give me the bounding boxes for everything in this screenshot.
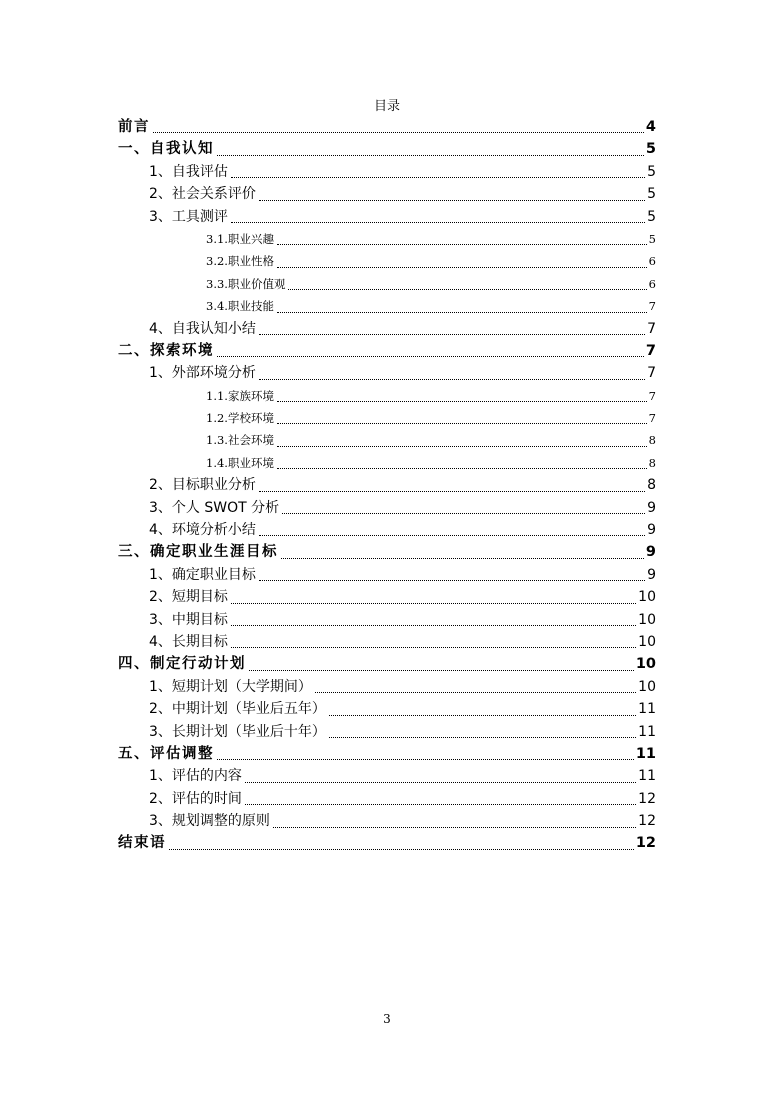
toc-entry-page: 12 xyxy=(635,835,656,852)
toc-entry[interactable] xyxy=(118,743,656,765)
dot-leader xyxy=(315,691,636,693)
dot-leader xyxy=(277,422,647,424)
toc-entry[interactable] xyxy=(118,407,656,429)
dot-leader xyxy=(288,288,646,290)
toc-entry-label: 1.1.家族环境 xyxy=(206,388,274,403)
dot-leader xyxy=(245,803,636,805)
toc-entry-page: 11 xyxy=(638,768,656,785)
dot-leader xyxy=(231,176,645,178)
dot-leader xyxy=(282,512,645,514)
dot-leader xyxy=(277,243,647,245)
toc-entry[interactable] xyxy=(118,765,656,787)
toc-entry-label: 五、评估调整 xyxy=(118,745,214,762)
toc-entry-page: 7 xyxy=(647,320,656,337)
toc-entry[interactable] xyxy=(118,810,656,832)
toc-entry-page: 10 xyxy=(638,611,656,628)
toc-entry-label: 3.4.职业技能 xyxy=(206,299,274,314)
toc-entry[interactable] xyxy=(118,721,656,743)
toc-entry[interactable] xyxy=(118,161,656,183)
toc-entry[interactable] xyxy=(118,586,656,608)
dot-leader xyxy=(277,311,647,313)
toc-entry[interactable] xyxy=(118,653,656,675)
toc-entry-label: 3、工具测评 xyxy=(149,208,228,225)
toc-entry[interactable] xyxy=(118,541,656,563)
toc-entry-page: 9 xyxy=(647,566,656,583)
toc-entry[interactable] xyxy=(118,385,656,407)
toc-entry[interactable] xyxy=(118,206,656,228)
toc-entry-page: 12 xyxy=(638,790,656,807)
toc-entry-page: 10 xyxy=(638,589,656,606)
toc-entry-page: 5 xyxy=(647,163,656,180)
dot-leader xyxy=(259,579,645,581)
toc-entry-page: 10 xyxy=(635,656,656,673)
toc-entry-label: 2、社会关系评价 xyxy=(149,186,256,203)
toc-entry-label: 1.3.社会环境 xyxy=(206,433,274,448)
table-of-contents xyxy=(118,116,656,855)
page-title: 目录 xyxy=(373,99,400,114)
toc-entry-page: 7 xyxy=(647,365,656,382)
toc-entry-page: 8 xyxy=(648,433,656,448)
toc-entry[interactable] xyxy=(118,631,656,653)
page-number: 3 xyxy=(383,1012,391,1026)
dot-leader xyxy=(273,826,636,828)
dot-leader xyxy=(281,557,644,559)
dot-leader xyxy=(249,669,634,671)
toc-entry-label: 3、个人 SWOT 分析 xyxy=(149,499,280,516)
toc-entry[interactable] xyxy=(118,519,656,541)
dot-leader xyxy=(217,758,634,760)
toc-entry[interactable] xyxy=(118,116,656,138)
toc-entry-label: 3.3.职业价值观 xyxy=(206,276,286,291)
toc-entry-page: 11 xyxy=(635,745,656,762)
toc-entry-page: 5 xyxy=(645,141,656,158)
toc-entry[interactable] xyxy=(118,318,656,340)
dot-leader xyxy=(217,154,644,156)
toc-entry[interactable] xyxy=(118,452,656,474)
toc-entry-page: 5 xyxy=(648,231,656,246)
dot-leader xyxy=(245,781,636,783)
dot-leader xyxy=(231,221,645,223)
toc-entry-page: 7 xyxy=(648,411,656,426)
toc-entry-label: 3、中期目标 xyxy=(149,611,228,628)
toc-entry[interactable] xyxy=(118,273,656,295)
toc-entry[interactable] xyxy=(118,429,656,451)
toc-entry[interactable] xyxy=(118,833,656,855)
dot-leader xyxy=(277,400,647,402)
dot-leader xyxy=(259,378,645,380)
toc-entry-label: 2、短期目标 xyxy=(149,589,228,606)
dot-leader xyxy=(231,624,636,626)
toc-entry[interactable] xyxy=(118,228,656,250)
toc-entry[interactable] xyxy=(118,474,656,496)
dot-leader xyxy=(259,199,645,201)
toc-entry-label: 三、确定职业生涯目标 xyxy=(118,544,278,561)
toc-entry[interactable] xyxy=(118,676,656,698)
dot-leader xyxy=(259,333,645,335)
dot-leader xyxy=(277,266,647,268)
toc-entry-page: 7 xyxy=(645,342,656,359)
toc-entry-label: 1、短期计划（大学期间） xyxy=(149,678,312,695)
toc-entry-page: 6 xyxy=(648,254,656,269)
dot-leader xyxy=(169,848,634,850)
toc-entry-label: 1、评估的内容 xyxy=(149,768,242,785)
toc-entry-label: 1.4.职业环境 xyxy=(206,455,274,470)
toc-entry-page: 9 xyxy=(645,544,656,561)
toc-entry-page: 7 xyxy=(648,299,656,314)
dot-leader xyxy=(259,534,645,536)
toc-entry-page: 8 xyxy=(648,455,656,470)
toc-entry-label: 1、外部环境分析 xyxy=(149,365,256,382)
toc-entry[interactable] xyxy=(118,138,656,160)
toc-entry[interactable] xyxy=(118,295,656,317)
toc-entry[interactable] xyxy=(118,183,656,205)
dot-leader xyxy=(277,445,647,447)
toc-entry[interactable] xyxy=(118,497,656,519)
toc-entry-page: 5 xyxy=(647,186,656,203)
toc-entry[interactable] xyxy=(118,340,656,362)
toc-entry-label: 2、目标职业分析 xyxy=(149,477,256,494)
toc-entry-page: 9 xyxy=(647,499,656,516)
toc-entry-label: 一、自我认知 xyxy=(118,141,214,158)
toc-entry-page: 10 xyxy=(638,678,656,695)
toc-entry-label: 1、确定职业目标 xyxy=(149,566,256,583)
dot-leader xyxy=(329,714,636,716)
toc-entry-label: 2、中期计划（毕业后五年） xyxy=(149,701,326,718)
dot-leader xyxy=(153,131,644,133)
toc-entry-label: 二、探索环境 xyxy=(118,342,214,359)
toc-entry-page: 4 xyxy=(645,118,656,135)
toc-entry-page: 10 xyxy=(638,633,656,650)
dot-leader xyxy=(329,736,636,738)
toc-entry[interactable] xyxy=(118,362,656,384)
toc-entry-page: 11 xyxy=(638,701,656,718)
toc-entry-page: 7 xyxy=(648,388,656,403)
toc-entry-label: 1、自我评估 xyxy=(149,163,228,180)
toc-entry-label: 1.2.学校环境 xyxy=(206,411,274,426)
dot-leader xyxy=(231,602,636,604)
dot-leader xyxy=(259,490,645,492)
toc-entry[interactable] xyxy=(118,788,656,810)
toc-entry-page: 11 xyxy=(638,723,656,740)
toc-entry-label: 3.2.职业性格 xyxy=(206,254,274,269)
toc-entry-page: 9 xyxy=(647,522,656,539)
toc-entry-page: 5 xyxy=(647,208,656,225)
toc-entry[interactable] xyxy=(118,564,656,586)
toc-entry-label: 4、自我认知小结 xyxy=(149,320,256,337)
dot-leader xyxy=(231,646,636,648)
toc-entry-label: 4、环境分析小结 xyxy=(149,522,256,539)
toc-entry[interactable] xyxy=(118,609,656,631)
toc-entry-label: 3.1.职业兴趣 xyxy=(206,231,274,246)
toc-entry[interactable] xyxy=(118,250,656,272)
toc-entry-page: 12 xyxy=(638,813,656,830)
dot-leader xyxy=(217,355,644,357)
toc-entry-label: 结束语 xyxy=(118,835,166,852)
toc-entry-label: 4、长期目标 xyxy=(149,633,228,650)
toc-entry-label: 3、规划调整的原则 xyxy=(149,813,270,830)
toc-entry-page: 6 xyxy=(648,276,656,291)
toc-entry-label: 2、评估的时间 xyxy=(149,790,242,807)
toc-entry[interactable] xyxy=(118,698,656,720)
toc-entry-label: 3、长期计划（毕业后十年） xyxy=(149,723,326,740)
dot-leader xyxy=(277,467,647,469)
toc-entry-page: 8 xyxy=(647,477,656,494)
toc-entry-label: 四、制定行动计划 xyxy=(118,656,246,673)
toc-entry-label: 前言 xyxy=(118,118,150,135)
